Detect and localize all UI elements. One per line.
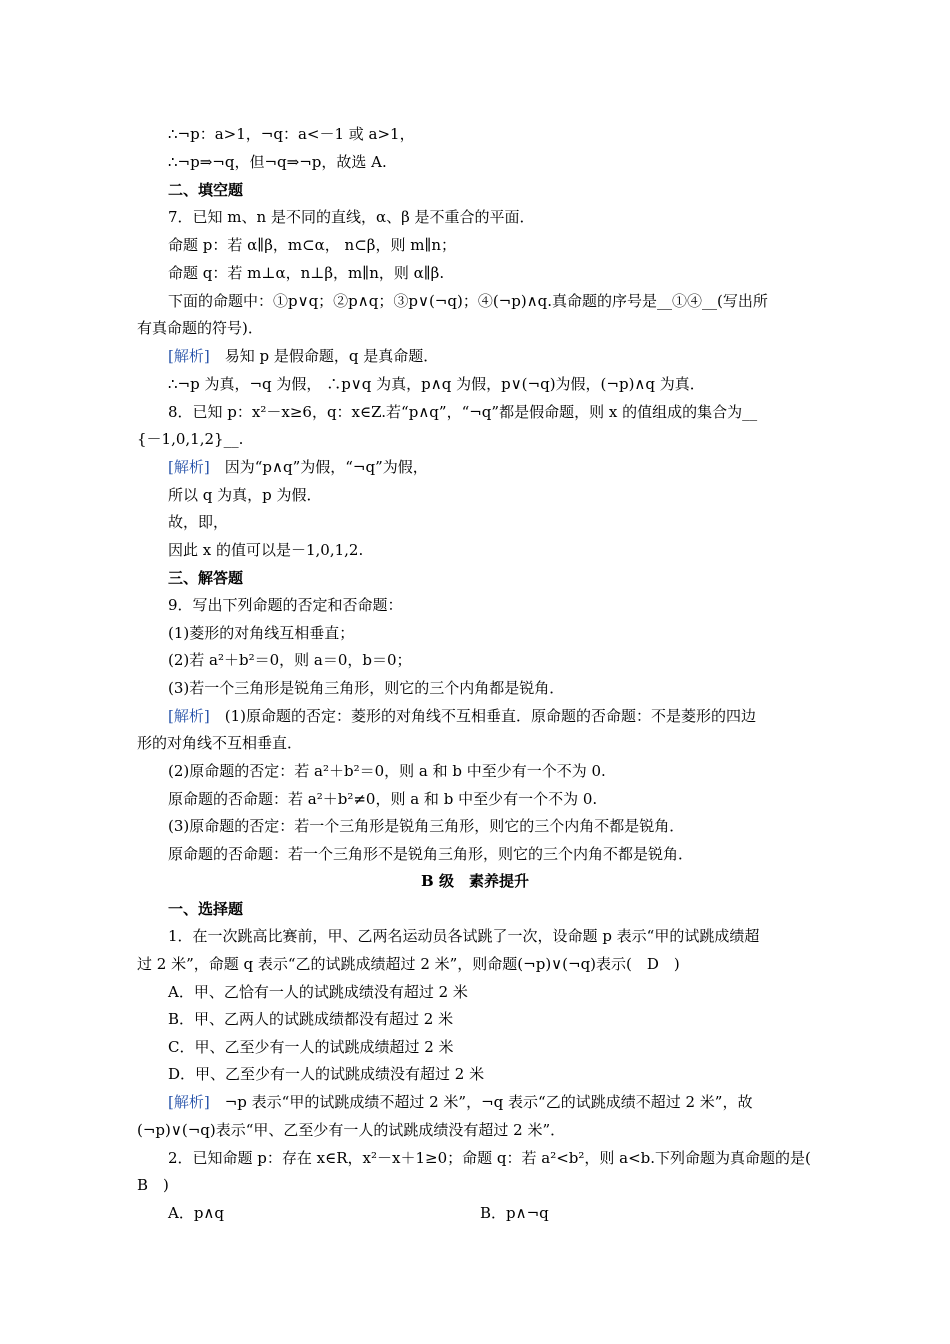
option-a: A．p∧q xyxy=(168,1204,225,1222)
option-row xyxy=(168,1203,848,1223)
text-line: 过 2 米”，命题 q 表示“乙的试跳成绩超过 2 米”，则命题(¬p)∨(¬q)表示( D ) xyxy=(137,955,680,973)
text-line: (2)若 a²＋b²＝0，则 a＝0，b＝0； xyxy=(168,651,412,669)
question-7: 7．已知 m、n 是不同的直线，α、β 是不重合的平面． xyxy=(168,208,535,226)
text-line: 故，即， xyxy=(168,513,229,531)
section-heading: 二、填空题 xyxy=(168,181,244,199)
analysis-tag: [解析] xyxy=(168,707,210,725)
text-line: 命题 p：若 α∥β，m⊂α， n⊂β，则 m∥n； xyxy=(168,236,457,254)
section-heading: 一、选择题 xyxy=(168,900,244,918)
text-line: 命题 q：若 m⊥α，n⊥β，m∥n，则 α∥β. xyxy=(168,264,445,282)
text-line: (1)菱形的对角线互相垂直； xyxy=(168,624,355,642)
question-9: 9．写出下列命题的否定和否命题： xyxy=(168,596,403,614)
option-b: B．p∧¬q xyxy=(480,1204,549,1222)
text-line: B ) xyxy=(137,1176,169,1194)
text-line: 有真命题的符号)． xyxy=(137,319,263,337)
text-line: {－1,0,1,2}__. xyxy=(137,430,244,448)
analysis-tag: [解析] xyxy=(168,458,210,476)
analysis-line: [解析] ¬p 表示“甲的试跳成绩不超过 2 米”，¬q 表示“乙的试跳成绩不超过 2 米”，故 xyxy=(168,1093,753,1111)
text-line: 原命题的否命题：若一个三角形不是锐角三角形，则它的三个内角不都是锐角． xyxy=(168,845,694,863)
option-c: C．甲、乙至少有一人的试跳成绩超过 2 米 xyxy=(168,1038,454,1056)
text-line: 因此 x 的值可以是－1,0,1,2. xyxy=(168,541,364,559)
text-line: ∴¬p 为真，¬q 为假， ∴p∨q 为真，p∧q 为假，p∨(¬q)为假，(¬p)∧q 为真． xyxy=(168,375,705,393)
section-heading: 三、解答题 xyxy=(168,569,244,587)
analysis-tag: [解析] xyxy=(168,347,210,365)
option-b: B．甲、乙两人的试跳成绩都没有超过 2 米 xyxy=(168,1010,454,1028)
text-line: 所以 q 为真，p 为假． xyxy=(168,486,322,504)
text-line: ∴¬p⇒¬q，但¬q⇒¬p，故选 A. xyxy=(168,153,387,171)
question-1: 1．在一次跳高比赛前，甲、乙两名运动员各试跳了一次，设命题 p 表示“甲的试跳成绩超 xyxy=(168,927,760,945)
text-line: (2)原命题的否定：若 a²＋b²＝0，则 a 和 b 中至少有一个不为 0. xyxy=(168,762,606,780)
analysis-line: [解析] (1)原命题的否定：菱形的对角线不互相垂直．原命题的否命题：不是菱形的四边 xyxy=(168,707,756,725)
text-line: (3)若一个三角形是锐角三角形，则它的三个内角都是锐角． xyxy=(168,679,565,697)
text-line: 形的对角线不互相垂直． xyxy=(137,734,303,752)
option-a: A．甲、乙恰有一人的试跳成绩没有超过 2 米 xyxy=(168,983,468,1001)
analysis-tag: [解析] xyxy=(168,1093,210,1111)
option-d: D．甲、乙至少有一人的试跳成绩没有超过 2 米 xyxy=(168,1065,485,1083)
question-8: 8．已知 p：x²－x≥6，q：x∈Z.若“p∧q”，“¬q”都是假命题，则 x 的值组成的集合为__ xyxy=(168,403,758,421)
level-heading: B 级 素养提升 xyxy=(421,872,529,890)
text-line: ∴¬p：a>1，¬q：a<－1 或 a>1， xyxy=(168,125,415,143)
question-2: 2．已知命题 p：存在 x∈R，x²－x＋1≥0；命题 q：若 a²<b²，则 a<b.下列命题为真命题的是( xyxy=(168,1149,811,1167)
text-line: (3)原命题的否定：若一个三角形是锐角三角形，则它的三个内角不都是锐角． xyxy=(168,817,685,835)
analysis-line: [解析] 易知 p 是假命题，q 是真命题． xyxy=(168,347,439,365)
text-line: 下面的命题中：①p∨q；②p∧q；③p∨(¬q)；④(¬p)∧q.真命题的序号是__①④__(写出所 xyxy=(168,292,768,310)
text-line: 原命题的否命题：若 a²＋b²≠0，则 a 和 b 中至少有一个不为 0. xyxy=(168,790,598,808)
analysis-line: [解析] 因为“p∧q”为假，“¬q”为假， xyxy=(168,458,428,476)
text-line: (¬p)∨(¬q)表示“甲、乙至少有一人的试跳成绩没有超过 2 米”． xyxy=(137,1121,566,1139)
